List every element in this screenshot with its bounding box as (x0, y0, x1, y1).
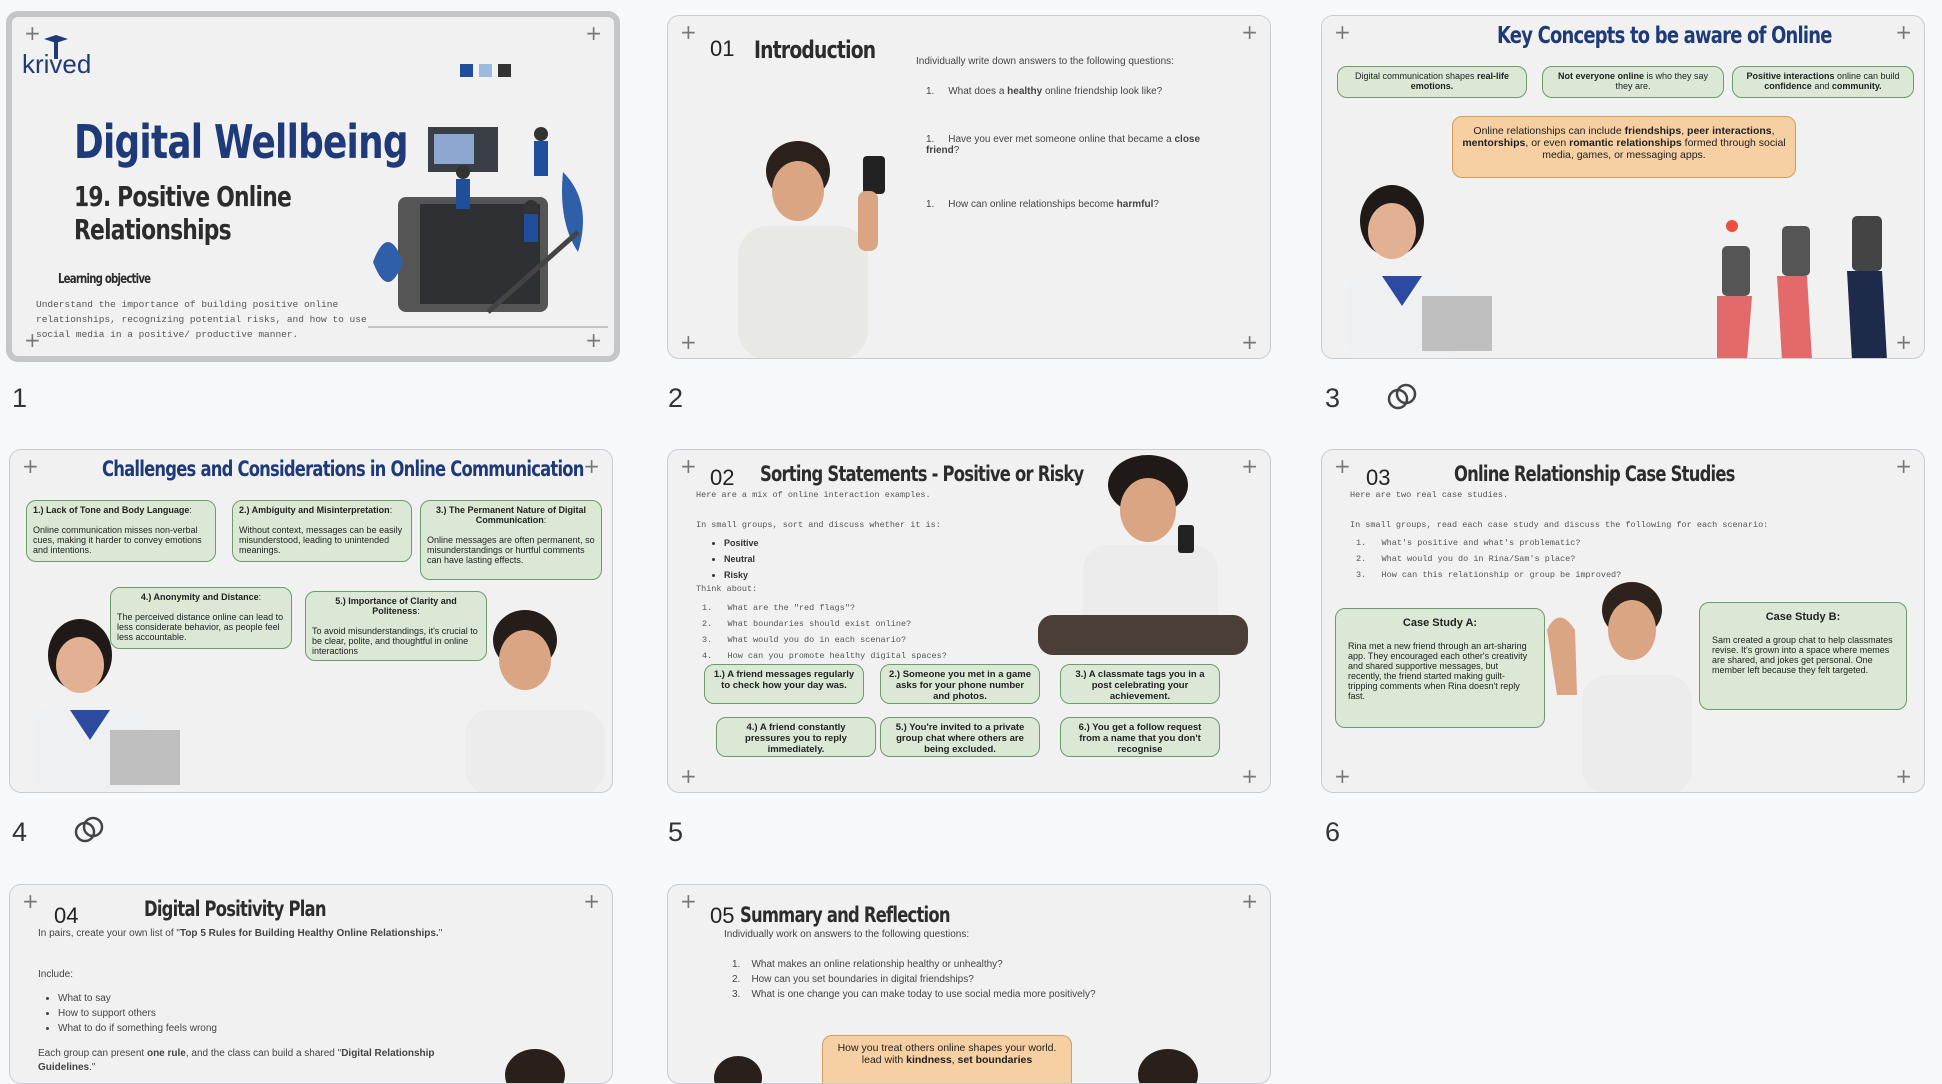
case-study-b: Case Study B: Sam created a group chat to help classmates revise. It's grown into a space where memes are shared, and jokes get personal. One member left because they felt targeted. (1699, 602, 1907, 710)
section-number: 03 (1366, 465, 1391, 490)
slide-thumbnail-8[interactable]: + + 05 Summary and Reflection Individually work on answers to the following questions: 1. What makes an online relationship healthy or unhealthy? 2. How can you set boundaries in digital friendships? 3. What is one change you can make today to use social media more positively? How you treat others online shapes your world. lead with kindness, set boundaries (667, 884, 1271, 1084)
section-number: 04 (54, 903, 79, 928)
slide-thumbnail-2[interactable]: + + + + 01 Introduction Individually write down answers to the following questions: 1. What does a healthy online friendship look like? 1. Have you ever met someone online that became a close friend? 1. How can online relationships become harmful? (667, 15, 1271, 359)
logo (22, 35, 92, 79)
plan-intro: In pairs, create your own list of "Top 5 Rules for Building Healthy Online Relationships." (38, 928, 443, 939)
slide-number: 4 (12, 817, 28, 847)
slide-title: Key Concepts to be aware of Online (1497, 23, 1832, 49)
student-thinking-photo (445, 600, 605, 793)
peach-callout: How you treat others online shapes your world. lead with kindness, set boundaries (822, 1035, 1072, 1084)
think-list: 1. What are the "red flags"? 2. What boundaries should exist online? 3. What would you do in each scenario? 4. How can you promote healthy digital spaces? (702, 603, 947, 661)
peach-callout: Online relationships can include friendships, peer interactions, mentorships, or even romantic relationships formed through social media, games, or messaging apps. (1452, 116, 1796, 178)
challenge-box-1: 1.) Lack of Tone and Body Language: Online communication misses non-verbal cues, making it harder to convey emotions and intentions. (26, 500, 216, 562)
case-questions: 1. What's positive and what's problematic? 2. What would you do in Rina/Sam's place? 3. How can this relationship or group be improved? (1356, 538, 1622, 580)
slide-line: Here are a mix of online interaction examples. (696, 490, 931, 500)
student-photo (495, 1045, 575, 1084)
student-laptop-photo (1322, 176, 1492, 359)
student-laptop-photo (10, 610, 180, 793)
slide-thumbnail-5[interactable]: + + + + 02 Sorting Statements - Positive or Risky Here are a mix of online interaction examples. In small groups, sort and discuss whether it is: • Positive • Neutral • Risky Think about: 1. What are the "red flags"? 2. What boundaries should exist online? 3. What would you do in each scenario? 4. How can you promote healthy digital spaces? 1.) A friend messages regularly to check how your day was. 2.) Someone you met in a game asks for your phone number and photos. 3.) A classmate tags you in a post celebrating your achievement. 4.) A friend constantly pressures you to reply immediately. 5.) You're invited to a private group chat where others are being excluded. 6.) You get a follow request from a name that you don't recognise (667, 449, 1271, 793)
plan-closing: Each group can present one rule, and the class can build a shared "Digital Relationship Guidelines." (38, 1048, 435, 1073)
slide-title: Challenges and Considerations in Online Communication (102, 457, 584, 481)
slide-title: Sorting Statements - Positive or Risky (760, 462, 1084, 486)
slide-thumbnail-1[interactable] (6, 11, 620, 362)
student-phone-photo (1038, 455, 1248, 665)
slide-thumbnail-3[interactable]: + + + Key Concepts to be aware of Online Digital communication shapes real-life emotions. Not everyone online is who they say they are. Positive interactions online can build confidence and community. Online relationships can include friendships, peer interactions, mentorships, or even romantic relationships formed through social media, games, or messaging apps. (1321, 15, 1925, 359)
challenge-box-2: 2.) Ambiguity and Misinterpretation: Without context, messages can be easily misunderstood, leading to unintended meanings. (232, 500, 412, 562)
slide-title: Digital Positivity Plan (144, 897, 326, 921)
student-selfie-photo (698, 136, 918, 359)
slide-thumbnail-4[interactable]: + + Challenges and Considerations in Online Communication 1.) Lack of Tone and Body Language: Online communication misses non-verbal cues, making it harder to convey emotions and intentions. 2.) Ambiguity and Misinterpretation: Without context, messages can be easily misunderstood, leading to unintended meanings. 3.) The Permanent Nature of Digital Communication: Online messages are often permanent, so misunderstandings or hurtful comments can have lasting effects. 4.) Anonymity and Distance: The perceived distance online can lead to less considerate behavior, as people feel less accountable. 5.) Importance of Clarity and Politeness: To avoid misunderstandings, it's crucial to be clear, polite, and thoughtful in online interactions (9, 449, 613, 793)
student-stop-hand-photo (1547, 575, 1697, 793)
deck-subtitle-line1: 19. Positive Online (74, 180, 291, 213)
student-photo (708, 1050, 768, 1084)
slide-intro: Individually work on answers to the following questions: (724, 929, 970, 940)
student-photo (1128, 1045, 1208, 1084)
slide-number: 3 (1325, 383, 1341, 413)
statement-card-3: 3.) A classmate tags you in a post celebrating your achievement. (1060, 664, 1220, 704)
slide-title: Introduction (754, 36, 876, 64)
logo-text: krived (22, 49, 92, 79)
corner-plus-icon: + (585, 21, 602, 45)
corner-plus-icon: + (585, 328, 602, 352)
social-hands-illustration (1702, 216, 1922, 359)
statement-card-6: 6.) You get a follow request from a name that you don't recognise (1060, 717, 1220, 757)
corner-plus-icon: + (24, 328, 41, 352)
slide-title: Summary and Reflection (740, 903, 950, 927)
section-number: 02 (710, 465, 735, 490)
category-list: • Positive • Neutral • Risky (724, 535, 759, 583)
statement-card-1: 1.) A friend messages regularly to check how your day was. (704, 664, 864, 704)
corner-plus-icon: + (24, 21, 41, 45)
concept-box-1: Digital communication shapes real-life emotions. (1337, 66, 1527, 98)
link-icon[interactable] (1385, 380, 1419, 414)
slide-line: In small groups, read each case study and discuss the following for each scenario: (1350, 520, 1769, 530)
slide-thumbnail-6[interactable]: + + + + 03 Online Relationship Case Studies Here are two real case studies. In small groups, read each case study and discuss the following for each scenario: 1. What's positive and what's problematic? 2. What would you do in Rina/Sam's place? 3. How can this relationship or group be improved? Case Study A: Rina met a new friend through an art-sharing app. They encouraged each other's creativity and shared supportive messages, but recently, the friend started making guilt-tripping comments when Rina doesn't reply fast. Case Study B: Sam created a group chat to help classmates revise. It's grown into a space where memes are shared, and jokes get personal. One member left because they felt targeted. (1321, 449, 1925, 793)
slide-number: 6 (1325, 817, 1341, 847)
challenge-box-3: 3.) The Permanent Nature of Digital Communication: Online messages are often permanent, so misunderstandings or hurtful comments can have lasting effects. (420, 500, 602, 580)
question-3: 1. How can online relationships become harmful? (926, 199, 1159, 210)
slide-intro: Individually write down answers to the following questions: (916, 56, 1174, 67)
slide-line: In small groups, sort and discuss whether it is: (696, 520, 941, 530)
slide-number: 1 (12, 383, 28, 413)
objective-heading: Learning objective (58, 272, 151, 287)
challenge-box-5: 5.) Importance of Clarity and Politeness: To avoid misunderstandings, it's crucial to be clear, polite, and thoughtful in online interactions (305, 591, 487, 661)
case-study-a: Case Study A: Rina met a new friend through an art-sharing app. They encouraged each other's creativity and shared supportive messages, but recently, the friend started making guilt-tripping comments when Rina doesn't reply fast. (1335, 608, 1545, 728)
link-icon[interactable] (72, 813, 106, 847)
slide-title: Online Relationship Case Studies (1454, 462, 1735, 486)
statement-card-4: 4.) A friend constantly pressures you to reply immediately. (716, 717, 876, 757)
concept-box-2: Not everyone online is who they say they are. (1542, 66, 1724, 98)
include-list: • What to say • How to support others • What to do if something feels wrong (58, 991, 217, 1036)
tablet-illustration (368, 112, 608, 332)
objective-text: Understand the importance of building positive online relationships, recognizing potential risks, and how to use social media in a positive/ productive manner. (36, 299, 367, 340)
concept-box-3: Positive interactions online can build confidence and community. (1732, 66, 1914, 98)
include-label: Include: (38, 969, 74, 980)
deck-title: Digital Wellbeing (74, 115, 408, 169)
slide-number: 2 (668, 383, 684, 413)
question-1: 1. What does a healthy online friendship look like? (926, 86, 1163, 97)
slide-thumbnail-7[interactable]: + + 04 Digital Positivity Plan In pairs, create your own list of "Top 5 Rules for Building Healthy Online Relationships." Include: • What to say • How to support others • What to do if something feels wrong Each group can present one rule, and the class can build a shared "Digital Relationship Guidelines." (9, 884, 613, 1084)
section-number: 01 (710, 36, 735, 61)
reflection-questions: 1. What makes an online relationship healthy or unhealthy? 2. How can you set boundaries in digital friendships? 3. What is one change you can make today to use social media more positively? (732, 959, 1096, 1000)
color-squares (460, 64, 511, 82)
statement-card-2: 2.) Someone you met in a game asks for your phone number and photos. (880, 664, 1040, 704)
section-number: 05 (710, 903, 735, 928)
question-2: 1. Have you ever met someone online that became a close friend? (926, 134, 1201, 156)
slide-number: 5 (668, 817, 684, 847)
challenge-box-4: 4.) Anonymity and Distance: The perceived distance online can lead to less considerate behavior, as people feel less accountable. (110, 587, 292, 649)
slide-line: Here are two real case studies. (1350, 490, 1509, 500)
statement-card-5: 5.) You're invited to a private group chat where others are being excluded. (880, 717, 1040, 757)
think-label: Think about: (696, 584, 758, 594)
deck-subtitle-line2: Relationships (74, 213, 231, 246)
